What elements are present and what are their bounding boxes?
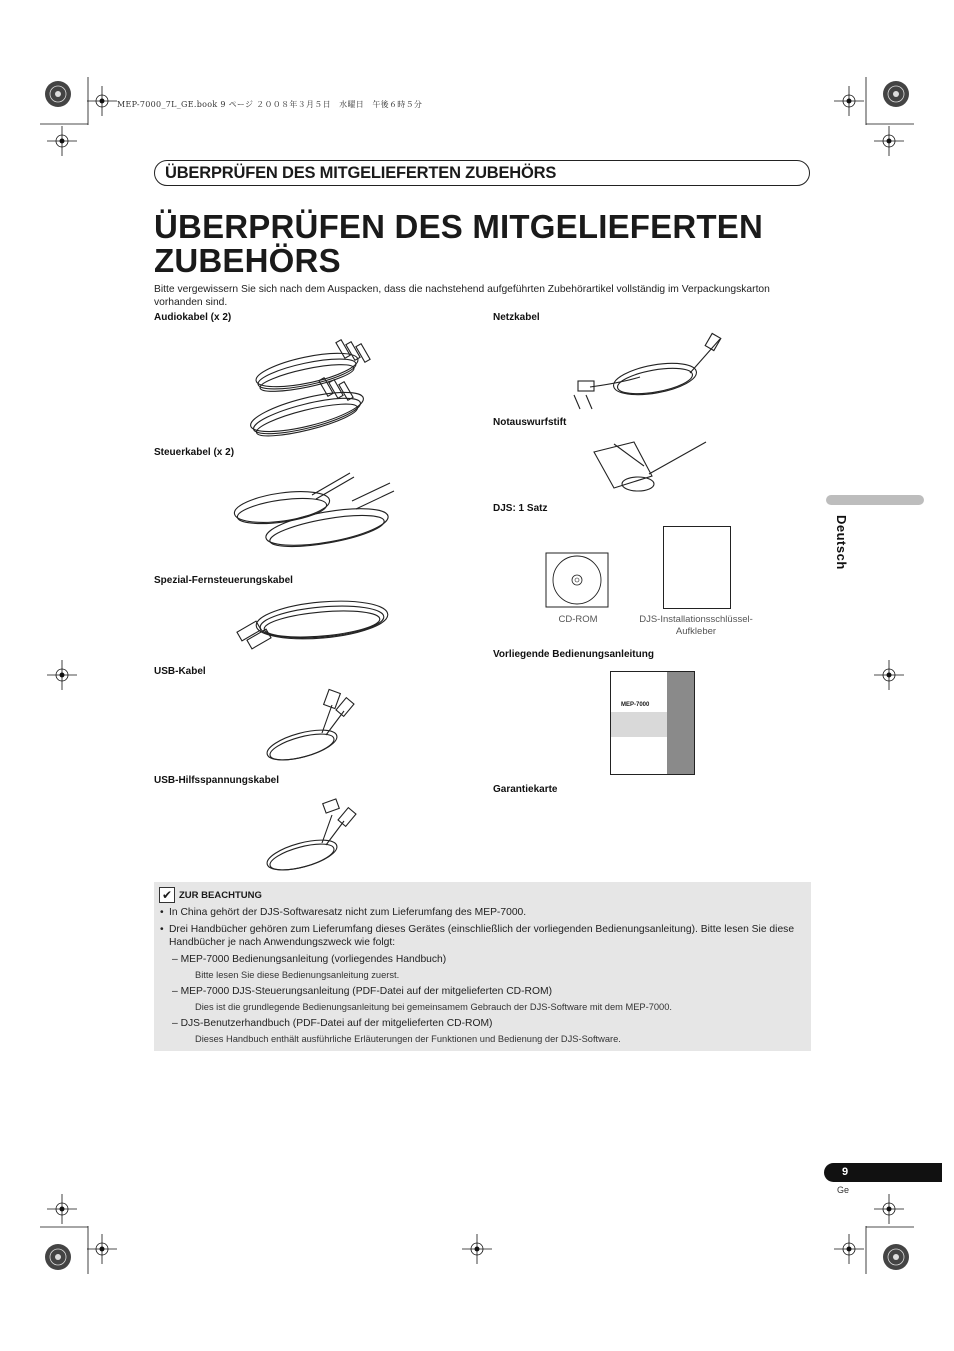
crosshair-mark-1 (87, 86, 117, 116)
note-sub-3: Dieses Handbuch enthält ausführliche Erläuterungen der Funktionen und Bedienung der DJS-Software. (195, 1034, 621, 1044)
note-bullet-1: In China gehört der DJS-Softwaresatz nicht zum Lieferumfang des MEP-7000. (169, 907, 527, 918)
power-cable-illustration (570, 333, 730, 413)
crosshair-mark-4 (874, 126, 904, 156)
label-bedienungsanleitung: Vorliegende Bedienungsanleitung (493, 649, 654, 660)
language-tab-label: Deutsch (834, 515, 849, 570)
label-audiokabel: Audiokabel (x 2) (154, 312, 232, 323)
audio-cable-illustration (245, 328, 385, 438)
label-steuerkabel: Steuerkabel (x 2) (154, 447, 235, 458)
label-djs-satz: DJS: 1 Satz (493, 503, 548, 514)
special-remote-cable-illustration (232, 592, 392, 652)
label-usb-kabel: USB-Kabel (154, 666, 206, 677)
label-netzkabel: Netzkabel (493, 312, 540, 323)
crosshair-mark-5 (47, 660, 77, 690)
section-header-bar (154, 160, 810, 186)
eject-pin-illustration (594, 436, 714, 496)
label-spezial-fernsteuerungskabel: Spezial-Fernsteuerungskabel (154, 575, 293, 586)
note-sub-1: Bitte lesen Sie diese Bedienungsanleitung zuerst. (195, 970, 400, 980)
crosshair-mark-11 (874, 1194, 904, 1224)
note-dash-3: – DJS-Benutzerhandbuch (PDF-Datei auf der mitgelieferten CD-ROM) (172, 1018, 493, 1029)
crosshair-mark-10 (834, 1234, 864, 1264)
note-dash-2: – MEP-7000 DJS-Steuerungsanleitung (PDF-Datei auf der mitgelieferten CD-ROM) (172, 986, 552, 997)
manual-cover-label: MEP-7000 (621, 702, 650, 708)
label-notauswurfstift: Notauswurfstift (493, 417, 567, 428)
crosshair-mark-6 (874, 660, 904, 690)
manual-illustration (610, 671, 695, 775)
usb-power-cable-illustration (262, 795, 362, 875)
crosshair-mark-3 (834, 86, 864, 116)
page-title: ÜBERPRÜFEN DES MITGELIEFERTEN ZUBEHÖRS (154, 208, 764, 279)
installation-key-sticker-illustration (663, 526, 731, 609)
caption-cdrom: CD-ROM (558, 614, 598, 625)
section-header-title: ÜBERPRÜFEN DES MITGELIEFERTEN ZUBEHÖRS (165, 164, 557, 182)
crosshair-mark-9 (462, 1234, 492, 1264)
starburst-mark-bottom-left (43, 1242, 73, 1272)
note-box (154, 882, 811, 1051)
bullet-icon: • (160, 924, 164, 935)
crosshair-mark-2 (47, 126, 77, 156)
note-dash-1: – MEP-7000 Bedienungsanleitung (vorliegendes Handbuch) (172, 954, 447, 965)
print-header: MEP-7000_7L_GE.book 9 ページ ２００８年３月５日 水曜日 午後６時５分 (117, 100, 423, 109)
note-bullet-2: Drei Handbücher gehören zum Lieferumfang dieses Gerätes (einschließlich der vorliegenden Bedienungsanleitung). Bitte lesen Sie diese Handbücher je nach Anwendungszweck wie folgt: (169, 924, 795, 948)
intro-text: Bitte vergewissern Sie sich nach dem Auspacken, dass die nachstehend aufgeführten Zubehörartikel vollständig im Verpackungskarton vorhanden sind. (154, 284, 770, 308)
page-number: 9 (841, 1166, 849, 1178)
usb-cable-illustration (262, 685, 362, 765)
bullet-icon: • (160, 907, 164, 918)
checkmark-icon: ✔ (159, 887, 175, 903)
starburst-mark-top-right (881, 79, 911, 109)
note-title: ZUR BEACHTUNG (179, 890, 262, 901)
crosshair-mark-7 (47, 1194, 77, 1224)
starburst-mark-bottom-right (881, 1242, 911, 1272)
page-language-code: Ge (837, 1185, 850, 1195)
label-garantiekarte: Garantiekarte (493, 784, 558, 795)
note-sub-2: Dies ist die grundlegende Bedienungsanleitung bei gemeinsamem Gebrauch der DJS-Software mit dem MEP-7000. (195, 1002, 672, 1012)
caption-installation-key-sticker: DJS-Installationsschlüssel-Aufkleber (639, 614, 753, 637)
language-tab (826, 495, 924, 505)
label-usb-hilfsspannungskabel: USB-Hilfsspannungskabel (154, 775, 280, 786)
crosshair-mark-8 (87, 1234, 117, 1264)
control-cable-illustration (232, 465, 397, 550)
starburst-mark-top-left (43, 79, 73, 109)
